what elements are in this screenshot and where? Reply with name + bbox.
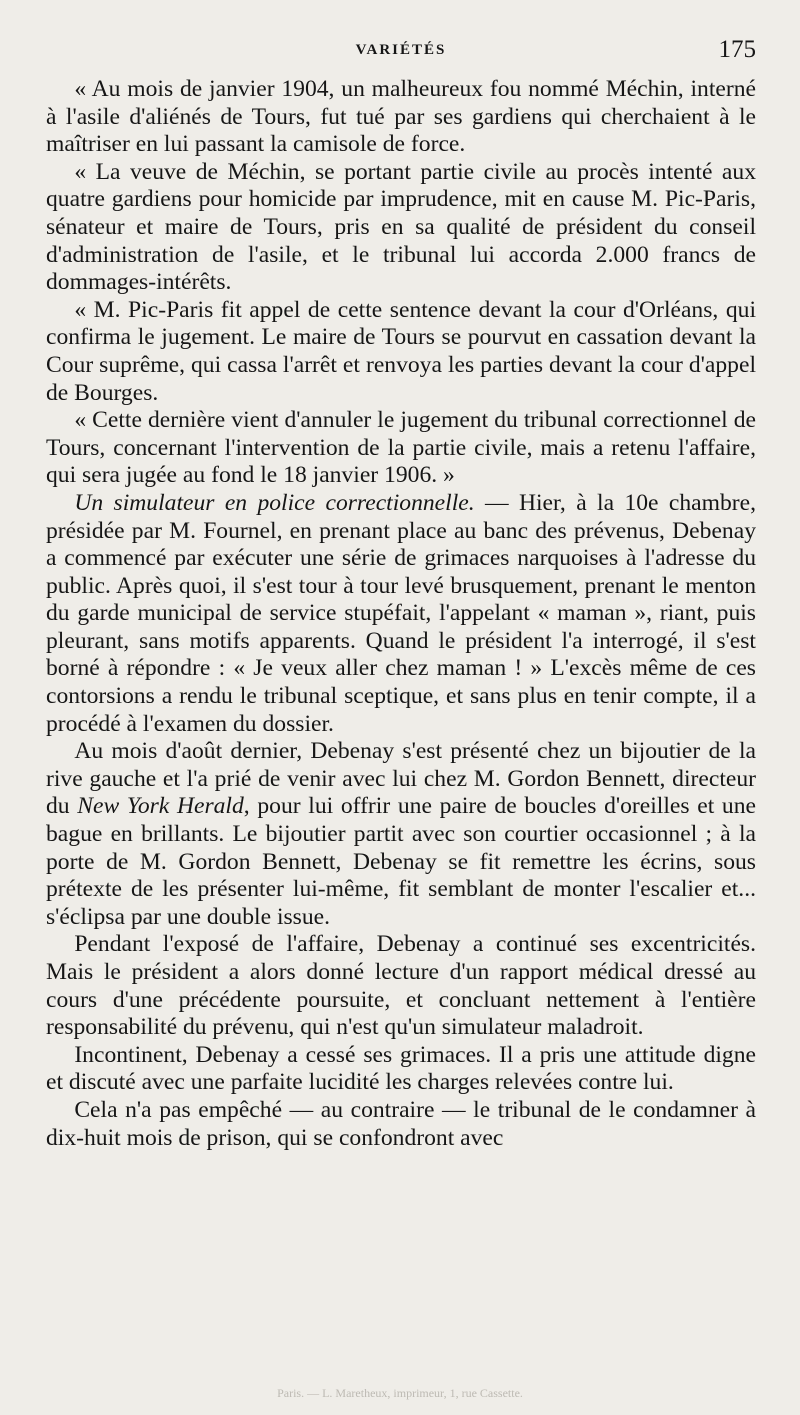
paragraph-4: « Cette dernière vient d'annuler le jugement du tribunal correctionnel de Tours, concernant l'intervention de la partie civile, mais a retenu l'affaire, qui sera jugée au fond le 18 janvier 1906. » — [46, 407, 756, 489]
paragraph-3: « M. Pic-Paris fit appel de cette sentence devant la cour d'Orléans, qui confirma le jugement. Le maire de Tours se pourvut en cassation devant la Cour suprême, qui cassa l'arrêt et renvoya les parties devant la cour d'appel de Bourges. — [46, 296, 756, 406]
section-paragraph-2 — [46, 738, 756, 931]
section-paragraph-3: Pendant l'exposé de l'affaire, Debenay a continué ses excentricités. Mais le président a alors donné lecture d'un rapport médical dressé au cours d'une précédente poursuite, et concluant nettement à l'entière responsabilité du prévenu, qui n'est qu'un simulateur maladroit. — [46, 931, 756, 1041]
section-title: Un simulateur en police correctionnelle. — [74, 489, 475, 516]
newspaper-name: New York Herald — [77, 793, 244, 820]
running-head — [46, 36, 756, 76]
section-paragraph-2-after: , pour lui offrir une paire de boucles d'oreilles et une bague en brillants. Le bijoutier partit avec son courtier occasionnel ; à la porte de M. Gordon Bennett, Debenay se fit remettre les écrins, sous prétexte de les présenter lui-même, fit semblant de monter l'escalier et... s'éclipsa par une double issue. — [46, 793, 756, 930]
section-paragraph-1 — [46, 490, 756, 738]
body-text — [46, 76, 756, 1152]
faint-imprint-showthrough: Paris. — L. Maretheux, imprimeur, 1, rue Cassette. — [277, 1386, 523, 1400]
running-head-title: VARIÉTÉS — [355, 42, 447, 58]
paragraph-2: « La veuve de Méchin, se portant partie civile au procès intenté aux quatre gardiens pour homicide par imprudence, mit en cause M. Pic-Paris, sénateur et maire de Tours, pris en sa qualité de président du conseil d'administration de l'asile, et le tribunal lui accorda 2.000 francs de dommages-intérêts. — [46, 158, 756, 296]
page-number: 175 — [718, 36, 756, 63]
section-paragraph-5: Cela n'a pas empêché — au contraire — le tribunal de le condamner à dix-huit mois de prison, qui se confondront avec — [46, 1096, 756, 1151]
section-paragraph-1-text: — Hier, à la 10e chambre, présidée par M. Fournel, en prenant place au banc des prévenus, Debenay a commencé par exécuter une série de grimaces narquoises à l'adresse du public. Après quoi, il s'est tour à tour levé brusquement, prenant le menton du garde municipal de service stupéfait, l'appelant « maman », riant, puis pleurant, sans motifs apparents. Quand le président l'a interrogé, il s'est borné à répondre : « Je veux aller chez maman ! » L'excès même de ces contorsions a rendu le tribunal sceptique, et sans plus en tenir compte, il a procédé à l'examen du dossier. — [46, 489, 756, 737]
section-paragraph-4: Incontinent, Debenay a cessé ses grimaces. Il a pris une attitude digne et discuté avec une parfaite lucidité les charges relevées contre lui. — [46, 1041, 756, 1096]
section-paragraph-2-before: Au mois d'août dernier, Debenay s'est présenté chez un bijoutier de la rive gauche et l'a prié de venir avec lui chez M. Gordon Bennett, directeur du — [46, 738, 756, 820]
paragraph-1: « Au mois de janvier 1904, un malheureux fou nommé Méchin, interné à l'asile d'aliénés de Tours, fut tué par ses gardiens qui cherchaient à le maîtriser en lui passant la camisole de force. — [46, 76, 756, 158]
